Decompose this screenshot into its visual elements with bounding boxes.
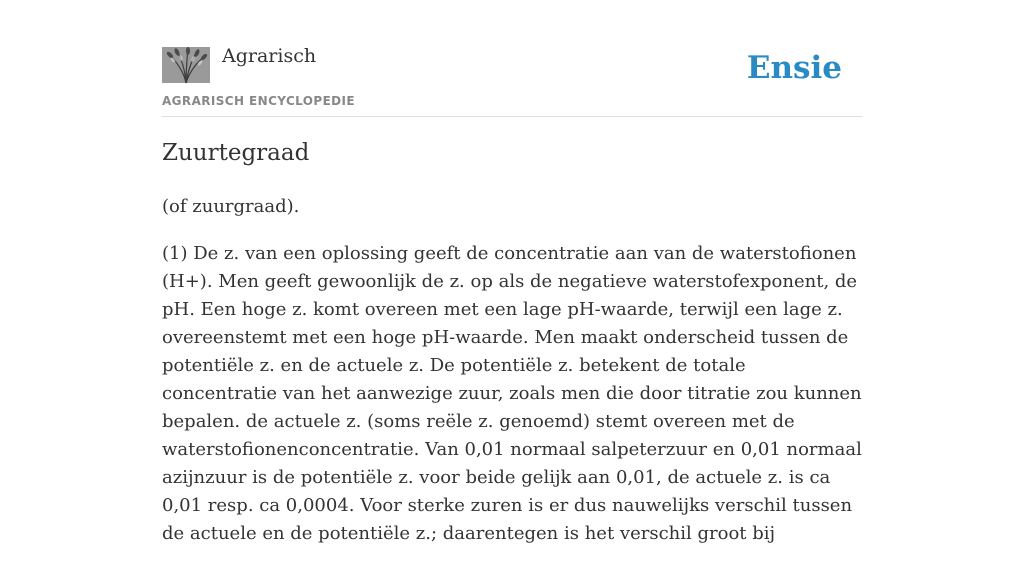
- article-paragraph: (1) De z. van een oplossing geeft de concentratie aan van de waterstofionen (H+). Men geeft gewoonlijk de z. op als de negatieve waterstofexponent, de pH. Een hoge z. komt overeen met een lage pH-waarde, terwijl een lage z. overeenstemt met een hoge pH-waarde. Men maakt onderscheid tussen de potentiële z. en de actuele z. De potentiële z. betekent de totale concentratie van het aanwezige zuur, zoals men die door titratie zou kunnen bepalen. de actuele z. (soms reële z. genoemd) stemt overeen met de waterstofionenconcentratie. Van 0,01 normaal salpeterzuur en 0,01 normaal azijnzuur is de potentiële z. voor beide gelijk aan 0,01, de actuele z. is ca 0,01 resp. ca 0,0004. Voor sterke zuren is er dus nauwelijks verschil tussen de actuele en de potentiële z.; daarentegen is het verschil groot bij: [162, 243, 862, 544]
- article-body: [162, 193, 862, 567]
- brand-subtitle: AGRARISCH ENCYCLOPEDIE: [162, 94, 355, 108]
- ensie-logo-link[interactable]: Ensie: [746, 50, 842, 86]
- header: [162, 0, 862, 117]
- brand-name[interactable]: Agrarisch: [222, 45, 317, 67]
- article-paragraph: (of zuurgraad).: [162, 196, 300, 217]
- wheat-icon[interactable]: [162, 47, 210, 83]
- page-title: Zuurtegraad: [162, 140, 310, 166]
- page: [162, 0, 862, 544]
